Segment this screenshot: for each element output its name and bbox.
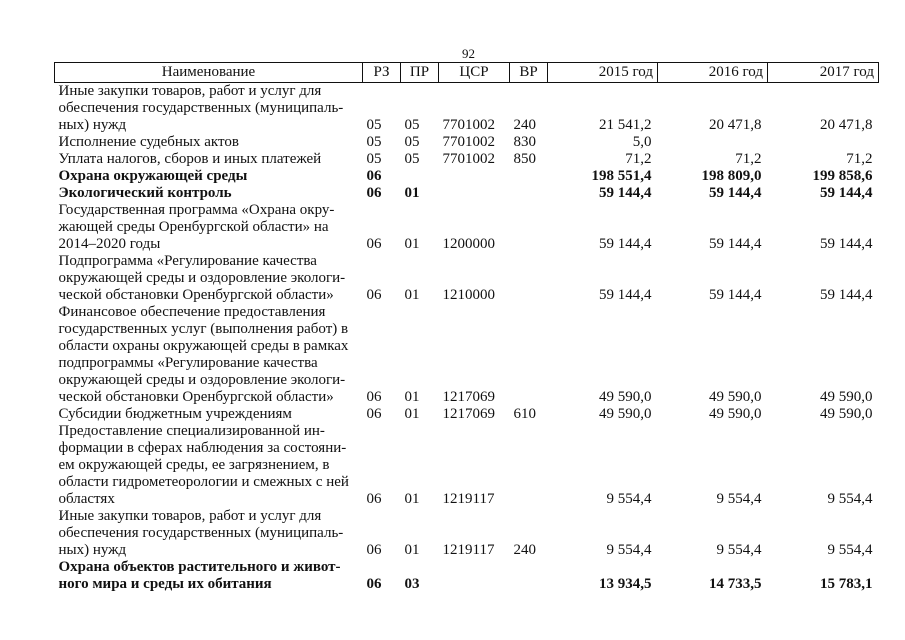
row-csr: 1210000 (442, 287, 495, 303)
row-2015: 49 590,0 (599, 389, 652, 405)
row-2017: 59 144,4 (820, 185, 873, 201)
budget-table (54, 62, 879, 593)
row-2016: 49 590,0 (709, 406, 762, 422)
row-2017: 15 783,1 (820, 576, 873, 592)
row-pr: 01 (404, 185, 420, 201)
row-pr: 01 (404, 542, 420, 558)
row-vr: 610 (513, 406, 536, 422)
header-2016: 2016 год (658, 63, 768, 83)
row-rz: 06 (366, 389, 382, 405)
row-vr (510, 202, 548, 253)
row-vr (510, 253, 548, 304)
row-name: Исполнение судебных актов (58, 134, 239, 150)
row-rz: 06 (366, 542, 382, 558)
row-2015: 21 541,2 (599, 117, 652, 133)
row-2015: 59 144,4 (599, 236, 652, 252)
row-2017 (768, 134, 879, 151)
row-2015: 198 551,4 (591, 168, 652, 184)
row-csr: 1200000 (442, 236, 495, 252)
row-2016: 59 144,4 (709, 185, 762, 201)
row-2015: 9 554,4 (606, 491, 652, 507)
table-row-section (55, 168, 879, 185)
row-vr: 240 (513, 542, 536, 558)
row-csr: 1217069 (442, 389, 495, 405)
row-csr: 1219117 (442, 491, 495, 507)
row-pr: 01 (404, 406, 420, 422)
row-vr (510, 304, 548, 406)
row-pr: 01 (404, 287, 420, 303)
row-pr (401, 168, 439, 185)
row-rz: 06 (366, 576, 382, 592)
row-2017: 49 590,0 (820, 406, 873, 422)
row-2016: 59 144,4 (709, 287, 762, 303)
row-name: Охрана объектов растительного и живот-ного мира и среды их обитания (58, 559, 341, 592)
row-name: Финансовое обеспечение предоставления государственных услуг (выполнения работ) в области охраны окружающей среды в рамках подпрограммы «Регулирование качества окружающей среды и оздоровление экологи-ческой обстановки Оренбургской области» (58, 304, 349, 405)
row-2017: 199 858,6 (812, 168, 873, 184)
row-pr: 05 (404, 117, 420, 133)
row-rz: 06 (366, 236, 382, 252)
header-name: Наименование (55, 63, 363, 83)
row-pr: 05 (404, 151, 420, 167)
row-csr: 7701002 (442, 117, 495, 133)
row-pr: 05 (404, 134, 420, 150)
row-2015: 59 144,4 (599, 185, 652, 201)
row-vr (510, 185, 548, 202)
row-2017: 59 144,4 (820, 236, 873, 252)
row-csr (439, 559, 510, 593)
row-2017: 49 590,0 (820, 389, 873, 405)
table-row-section (55, 559, 879, 593)
row-rz: 06 (366, 185, 382, 201)
row-2017: 9 554,4 (827, 491, 873, 507)
table-row (55, 83, 879, 135)
row-csr (439, 168, 510, 185)
row-2015: 5,0 (632, 134, 652, 150)
row-csr: 7701002 (442, 151, 495, 167)
row-name: Субсидии бюджетным учреждениям (58, 406, 292, 422)
row-pr: 01 (404, 236, 420, 252)
row-2017: 9 554,4 (827, 542, 873, 558)
row-name: Государственная программа «Охрана окру-жающей среды Оренбургской области» на 2014–2020 годы (58, 202, 335, 252)
row-2016 (658, 134, 768, 151)
table-row-section (55, 185, 879, 202)
table-row (55, 202, 879, 253)
row-name: Уплата налогов, сборов и иных платежей (58, 151, 322, 167)
table-row (55, 406, 879, 423)
row-rz: 06 (366, 168, 382, 184)
row-2017: 20 471,8 (820, 117, 873, 133)
row-name: Экологический контроль (58, 185, 232, 201)
row-csr (439, 185, 510, 202)
header-pr: ПР (401, 63, 439, 83)
row-vr: 240 (513, 117, 536, 133)
row-2016: 14 733,5 (709, 576, 762, 592)
row-rz: 06 (366, 406, 382, 422)
row-name: Подпрограмма «Регулирование качества окружающей среды и оздоровление экологи-ческой обстановки Оренбургской области» (58, 253, 346, 303)
row-2015: 49 590,0 (599, 406, 652, 422)
row-2015: 59 144,4 (599, 287, 652, 303)
table-row (55, 423, 879, 508)
row-2015: 71,2 (625, 151, 652, 167)
row-vr (510, 423, 548, 508)
header-2017: 2017 год (768, 63, 879, 83)
row-vr: 830 (513, 134, 536, 150)
row-rz: 06 (366, 491, 382, 507)
row-pr: 01 (404, 491, 420, 507)
header-rz: РЗ (363, 63, 401, 83)
header-csr: ЦСР (439, 63, 510, 83)
row-name: Охрана окружающей среды (58, 168, 248, 184)
row-2017: 59 144,4 (820, 287, 873, 303)
row-2015: 13 934,5 (599, 576, 652, 592)
row-name: Предоставление специализированной ин-формации в сферах наблюдения за состояни-ем окружающей среды, ее загрязнением, в области гидрометеорологии и смежных с ней областях (58, 423, 349, 507)
row-2017: 71,2 (846, 151, 873, 167)
row-name: Иные закупки товаров, работ и услуг для обеспечения государственных (муниципаль-ных) нужд (58, 508, 344, 558)
table-row (55, 304, 879, 406)
table-row (55, 508, 879, 559)
row-pr: 01 (404, 389, 420, 405)
row-rz: 06 (366, 287, 382, 303)
row-2016: 59 144,4 (709, 236, 762, 252)
table-header-row (55, 63, 879, 83)
row-csr: 7701002 (442, 134, 495, 150)
row-2016: 9 554,4 (716, 542, 762, 558)
table-row (55, 253, 879, 304)
table-row (55, 134, 879, 151)
table-row (55, 151, 879, 168)
row-csr: 1217069 (442, 406, 495, 422)
row-2016: 198 809,0 (701, 168, 762, 184)
header-2015: 2015 год (548, 63, 658, 83)
row-rz: 05 (366, 117, 382, 133)
row-2016: 9 554,4 (716, 491, 762, 507)
row-2016: 71,2 (735, 151, 762, 167)
row-csr: 1219117 (442, 542, 495, 558)
row-2015: 9 554,4 (606, 542, 652, 558)
row-name: Иные закупки товаров, работ и услуг для обеспечения государственных (муниципаль-ных) нужд (58, 83, 344, 133)
page-number: 92 (462, 46, 475, 61)
row-rz: 05 (366, 151, 382, 167)
row-2016: 49 590,0 (709, 389, 762, 405)
row-rz: 05 (366, 134, 382, 150)
row-pr: 03 (404, 576, 420, 592)
row-vr (510, 559, 548, 593)
row-vr (510, 168, 548, 185)
header-vr: ВР (510, 63, 548, 83)
row-vr: 850 (513, 151, 536, 167)
row-2016: 20 471,8 (709, 117, 762, 133)
